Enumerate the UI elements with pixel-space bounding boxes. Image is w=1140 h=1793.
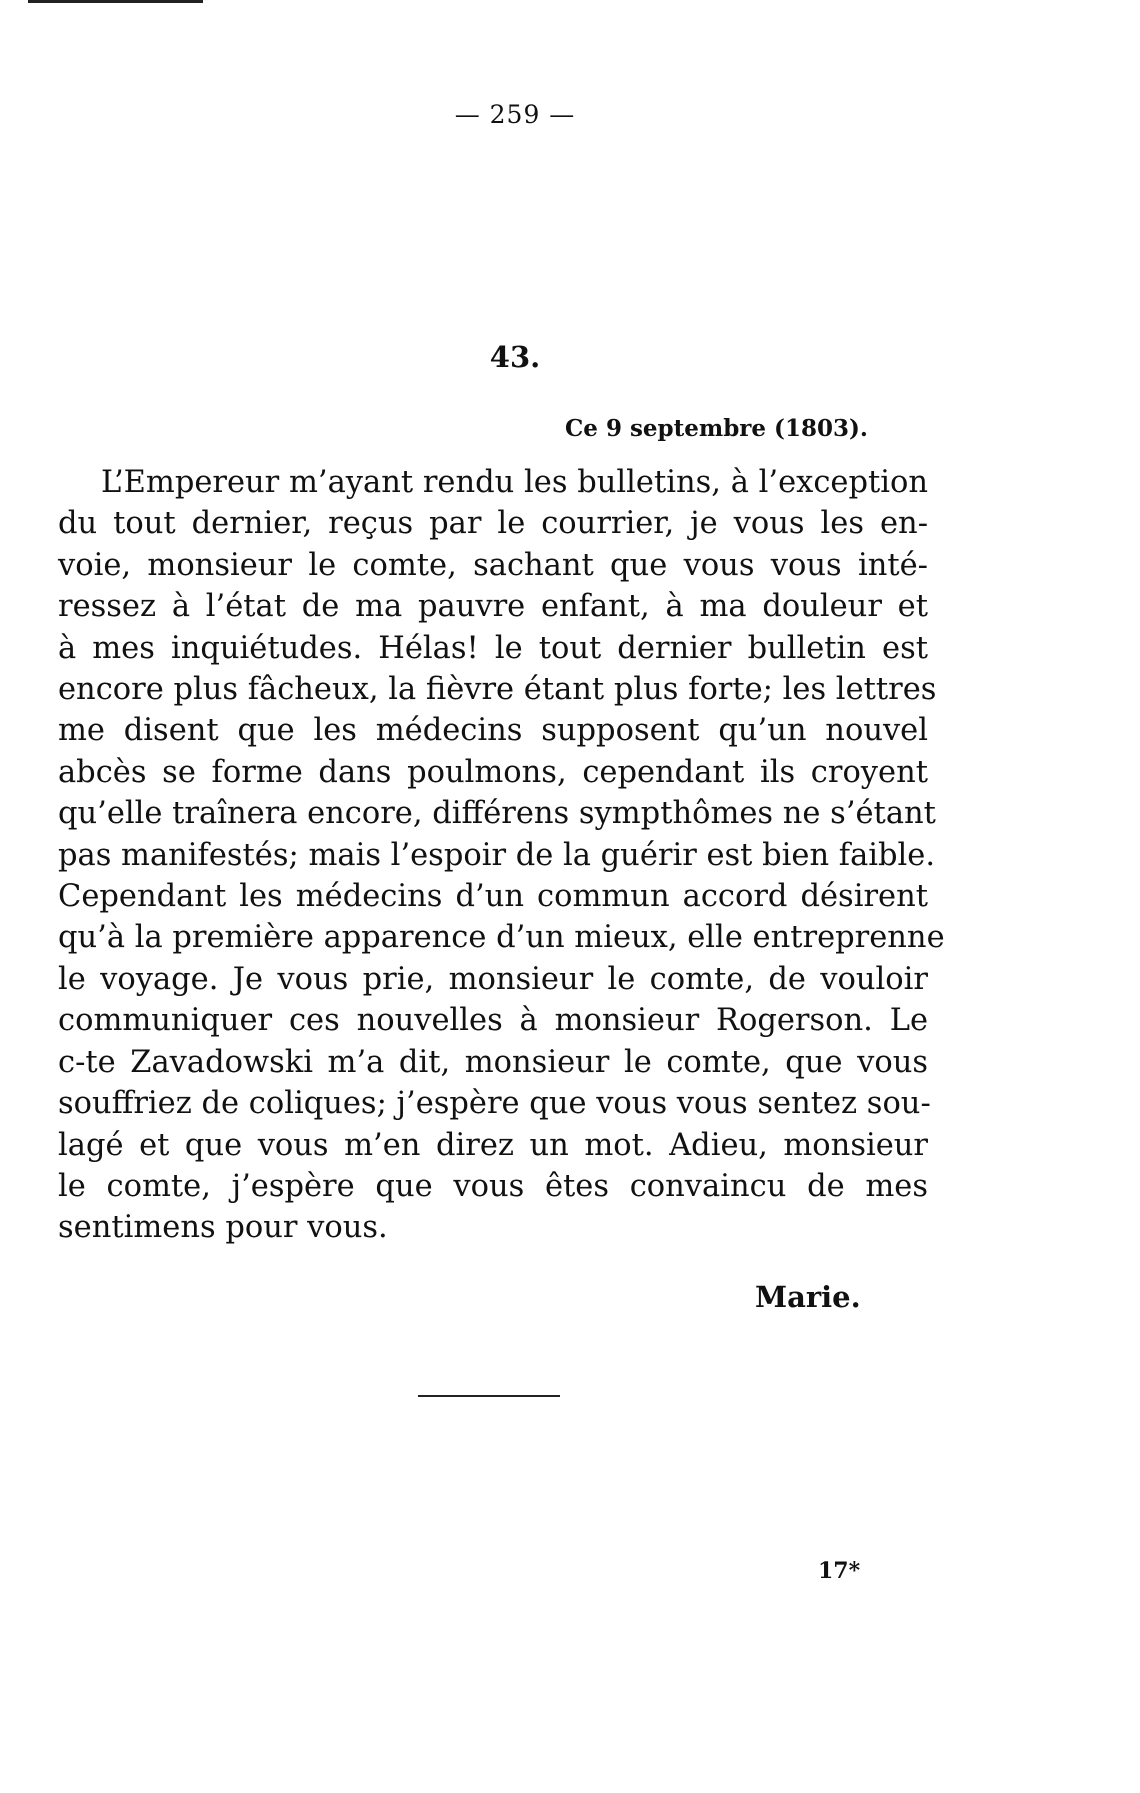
- top-rule: [28, 0, 203, 3]
- body-line: c-te Zavadowski m’a dit, monsieur le comte, que vous: [58, 1044, 928, 1080]
- letter-body: [58, 462, 945, 1249]
- body-line: du tout dernier, reçus par le courrier, je vous les en-: [58, 506, 928, 542]
- body-line: souffriez de coliques; j’espère que vous vous sentez sou-: [58, 1086, 931, 1122]
- body-line: pas manifestés; mais l’espoir de la guérir est bien faible.: [58, 837, 936, 873]
- body-line: qu’elle traînera encore, différens sympthômes ne s’étant: [58, 796, 936, 832]
- body-line: Cependant les médecins d’un commun accord désirent: [58, 879, 928, 915]
- body-line: ressez à l’état de ma pauvre enfant, à ma douleur et: [58, 589, 928, 625]
- letter-number: 43.: [489, 340, 541, 374]
- letter-dateline: Ce 9 septembre (1803).: [565, 415, 868, 442]
- letter-signature: Marie.: [755, 1280, 861, 1314]
- body-line: voie, monsieur le comte, sachant que vous vous inté-: [58, 547, 928, 583]
- printer-signature-mark: 17*: [818, 1558, 861, 1584]
- body-line: lagé et que vous m’en direz un mot. Adieu, monsieur: [58, 1127, 928, 1163]
- body-line: encore plus fâcheux, la fièvre étant plus forte; les lettres: [58, 672, 937, 708]
- body-line: communiquer ces nouvelles à monsieur Rogerson. Le: [58, 1003, 928, 1039]
- body-line: L’Empereur m’ayant rendu les bulletins, à l’exception: [101, 465, 928, 500]
- body-line: à mes inquiétudes. Hélas! le tout dernier bulletin est: [58, 630, 928, 666]
- body-line: sentimens pour vous.: [58, 1210, 388, 1246]
- body-line: qu’à la première apparence d’un mieux, elle entreprenne: [58, 920, 945, 956]
- body-line: le comte, j’espère que vous êtes convaincu de mes: [58, 1168, 928, 1204]
- body-line: le voyage. Je vous prie, monsieur le comte, de vouloir: [58, 961, 928, 997]
- page-number: — 259 —: [454, 100, 576, 129]
- body-line: abcès se forme dans poulmons, cependant ils croyent: [58, 754, 928, 790]
- body-line: me disent que les médecins supposent qu’un nouvel: [58, 713, 928, 749]
- end-rule: [418, 1395, 560, 1397]
